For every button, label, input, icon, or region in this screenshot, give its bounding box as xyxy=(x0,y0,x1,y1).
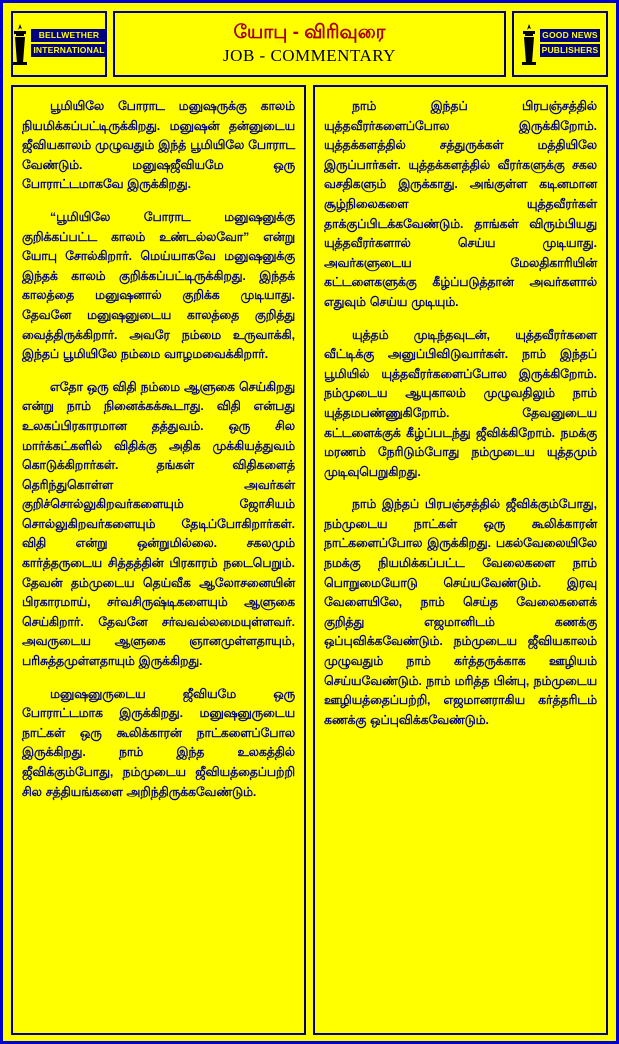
torch-emblem-icon xyxy=(520,23,538,65)
publisher-logo-left xyxy=(11,11,107,77)
page-title-tamil: யோபு - விரிவுரை xyxy=(233,21,386,43)
paragraph: “பூமியிலே போராட மனுஷனுக்கு குறிக்கப்பட்ட காலம் உண்டல்லவோ” என்று யோபு சோல்கிறார். மெய்யாகவே மனுஷனுக்கு இந்தக் காலம் குறிக்கப்பட்டிருக்கிறது. இந்தக் காலத்தை மனுஷனால் குறிக்க முடியாது. தேவனே மனுஷனுடைய காலத்தை குறித்து வைத்திருக்கிறார். அவரே நம்மை உருவாக்கி, இந்தப் பூமியிலே நம்மை வாழமவைக்கிறார். xyxy=(22,209,295,362)
paragraph: பூமியிலே போராட மனுஷருக்கு காலம் நியமிக்கப்பட்டிருக்கிறது. மனுஷன் தன்னுடைய ஜீவியகாலம் முழுவதும் இந்த் பூமியிலே போராட வேண்டும். மனுஷஜீவியமே ஒரு போராட்டமாகவே இருக்கிறது. xyxy=(22,99,295,192)
paragraph: நாம் இந்தப் பிரபஞ்சத்தில் யுத்தவீரர்களைப்போல இருக்கிறோம். யுத்தக்களத்தில் சத்துருக்கள் மத்தியிலே இருப்பார்கள். யுத்தக்களத்தில் வீரர்களுக்கு சகல வசதிகளும் இருக்காது. அங்குள்ள கடினமான சூழ்நிலைகளை யுத்தவீரர்கள் தாக்குப்பிடக்கவேண்டும். தாங்கள் விரும்பியது யுத்தவீரர்களால் செய்ய முடியாது. அவர்களுடைய மேலதிகாரியின் கட்டளைகளுக்கு கீழ்ப்படுத்தான் அவர்களால் எதுவும் செய்ய முடியும். xyxy=(324,99,597,309)
paragraph: மனுஷனுருடைய ஜீவியமே ஒரு போராட்டமாக இருக்கிறது. மனுஷனுருடைய நாட்கள் ஒரு கூலிக்காரன் நாட்களைப்போல இருக்கிறது. நாம் இந்த உலகத்தில் ஜீவிக்கும்போது, நம்முடைய ஜீவியத்தைப்பற்றி சில சத்தியங்களை அறிந்திருக்கவேண்டும். xyxy=(22,686,295,799)
document-header xyxy=(11,11,608,77)
publisher-logo-right-line2: PUBLISHERS xyxy=(541,45,599,55)
column-right xyxy=(313,85,608,1035)
column-left xyxy=(11,85,306,1035)
publisher-logo-right-text xyxy=(540,29,601,59)
paragraph: யுத்தம் முடிந்தவுடன், யுத்தவீரர்களை வீட்டிக்கு அனுப்பிவிடுவார்கள். நாம் இந்தப் பூமியில் யுத்தவீரர்களைப்போல இருக்கிறோம். நம்முடைய ஆயுகாலம் முழுவதிலும் நாம் யுத்தமபண்ணுகிறோம். தேவனுடைய கட்டளைக்குக் கீழ்ப்படந்து ஜீவிக்கிறோம். நமக்கு மரணம் நேரிடும்போது நம்முடைய யுத்தமும் முடிவுபெறுகிறது. xyxy=(324,327,597,479)
publisher-logo-right-line1: GOOD NEWS xyxy=(540,29,601,42)
torch-emblem-icon xyxy=(11,23,29,65)
document-title-box xyxy=(113,11,506,77)
publisher-logo-left-text xyxy=(31,29,106,59)
publisher-logo-left-line1: BELLWETHER xyxy=(31,29,106,42)
paragraph: நாம் இந்தப் பிரபஞ்சத்தில் ஜீவிக்கும்போது, நம்முடைய நாட்கள் ஒரு கூலிக்காரன் நாட்களைப்போல இருக்கிறது. பகல்வேலையிலே நமக்கு நியமிக்கப்பட்ட வேலைகளை நாம் பொறுமையோடு செய்யவேண்டும். இரவு வேளையிலே, நாம் செய்த வேலைகளைக் குறித்து எஜமானிடம் கணக்கு ஒப்புவிக்கவேண்டும். நம்முடைய ஜீவியகாலம் முழுவதும் நாம் கர்த்தருக்காக ஊழியம் செய்யவேண்டும். நாம் மரித்த பின்பு, நம்முடைய ஊழியத்தைப்பற்றி, எஜமானராகிய கர்த்தரிடம் கணக்கு ஒப்புவிக்கவேண்டும். xyxy=(324,497,597,727)
page-title-english: JOB - COMMENTARY xyxy=(223,45,396,65)
paragraph: எதோ ஒரு விதி நம்மை ஆளுகை செய்கிறது என்று நாம் நினைக்கக்கூடாது. விதி என்பது உலகப்பிரகாரமான தத்துவம். ஒரு சில மார்க்கட்களில் விதிக்கு அதிக முக்கியத்துவம் கொடுக்கிறார்கள். தங்கள் விதிகளைத் தெரிந்துகொள்ள அவர்கள் குறிச்சொல்லுகிறவர்களையும் ஜோசியம் சொல்லுகிறவர்களையும் தேடிப்போகிறார்கள். விதி என்று ஒன்றுமில்லை. சகலமும் கார்த்தருடைய சித்தத்தின் பிரகாரம் நடைபெறும். தேவன் தம்முடைய தெய்வீக ஆலோசனையின் பிரகாரமாய், சர்வசிருஷ்டிகளையும் ஆளுகை செய்கிறார். தேவனே சர்வவல்லமையுள்ளவர். அவருடைய ஆளுகை ஞானமுள்ளதாயும், பரிசுத்தமுள்ளதாயும் இருக்கிறது. xyxy=(22,379,295,669)
publisher-logo-right xyxy=(512,11,608,77)
document-body xyxy=(11,85,608,1035)
publisher-logo-left-line2: INTERNATIONAL xyxy=(33,45,105,55)
